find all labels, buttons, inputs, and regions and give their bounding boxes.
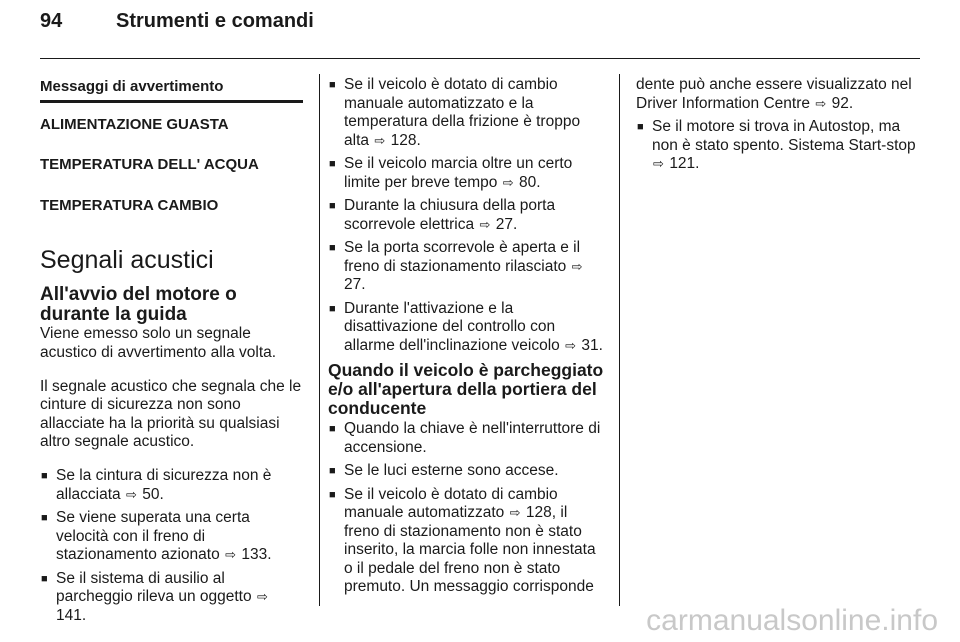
page-ref-arrow-icon xyxy=(373,132,386,151)
watermark: carmanualsonline.info xyxy=(646,604,938,637)
page-ref-arrow-icon xyxy=(256,588,269,607)
column-middle xyxy=(328,76,604,602)
page-ref: 80. xyxy=(518,173,541,191)
paragraph: Viene emesso solo un segnale acustico di avvertimento alla volta. xyxy=(40,325,277,361)
paragraph: Il segnale acustico che segnala che le cinture di sicurezza non sono allacciate ha la priorità su qualsiasi altro segnale acustico. xyxy=(40,377,302,450)
page-ref: 141. xyxy=(56,606,87,624)
column-divider xyxy=(319,74,320,606)
page-ref: 128 xyxy=(525,504,552,521)
page-ref: 27. xyxy=(495,215,518,233)
section-heading: Segnali acustici xyxy=(40,246,214,274)
page-ref: 133. xyxy=(241,546,272,563)
page-ref: 121. xyxy=(669,155,700,172)
bullet-list xyxy=(636,118,926,174)
subsection-heading: Quando il veicolo è parcheggiato e/o all'apertura della portiera del conducente xyxy=(328,360,604,418)
column-divider xyxy=(619,74,620,606)
page-ref: 31. xyxy=(581,336,603,354)
list-item: ■ Se viene superata una certa velocità con il freno di stazionamento azionato ⇨ 133. xyxy=(40,509,303,565)
list-item: ■ Durante la chiusura della porta scorrevole elettrica ⇨ 27. xyxy=(328,197,604,234)
column-right xyxy=(636,76,926,179)
page-ref-arrow-icon xyxy=(478,216,491,235)
page-ref-arrow-icon xyxy=(502,174,515,193)
page-ref: 92. xyxy=(831,94,854,112)
bullet-list xyxy=(40,467,303,625)
page-ref: 27. xyxy=(344,276,366,293)
page-ref-arrow-icon xyxy=(564,337,577,356)
page-ref-arrow-icon xyxy=(571,258,584,277)
list-item: ■ Se il veicolo è dotato di cambio manuale automatizzato ⇨ 128, il freno di stazionamento non è stato inserito, la marcia folle non innestata o il pedale del freno non è stato premuto. Un messaggio corrisponde xyxy=(328,486,604,597)
list-item: ■ Se le luci esterne sono accese. xyxy=(328,462,604,481)
list-item: ■ Se il veicolo è dotato di cambio manuale automatizzato e la temperatura della frizione è troppo alta ⇨ 128. xyxy=(328,76,604,150)
section-label: Messaggi di avvertimento xyxy=(40,78,303,103)
column-left xyxy=(40,78,303,630)
page-ref: 128. xyxy=(390,131,421,149)
bullet-list xyxy=(328,420,604,597)
page-header xyxy=(40,10,314,33)
page-ref: 50. xyxy=(142,485,164,503)
chapter-title: Strumenti e comandi xyxy=(116,10,314,32)
page-ref-arrow-icon xyxy=(509,504,522,523)
warning-message: TEMPERATURA CAMBIO xyxy=(40,196,219,214)
list-item: ■ Se il veicolo marcia oltre un certo limite per breve tempo ⇨ 80. xyxy=(328,155,604,192)
list-item: ■ Se il sistema di ausilio al parcheggio rileva un oggetto ⇨ 141. xyxy=(40,570,303,626)
list-item: ■ Se la porta scorrevole è aperta e il freno di stazionamento rilasciato ⇨ 27. xyxy=(328,239,604,295)
page-ref-arrow-icon xyxy=(652,155,665,174)
page-ref-arrow-icon xyxy=(814,95,827,114)
page-ref-arrow-icon xyxy=(224,546,237,565)
list-item: ■ Durante l'attivazione e la disattivazione del controllo con allarme dell'inclinazione veicolo ⇨ 31. xyxy=(328,300,604,356)
page-ref-arrow-icon xyxy=(125,486,138,505)
list-item: ■ Quando la chiave è nell'interruttore di accensione. xyxy=(328,420,604,457)
list-item: ■ Se la cintura di sicurezza non è allacciata ⇨ 50. xyxy=(40,467,303,504)
warning-message: TEMPERATURA DELL' ACQUA xyxy=(40,156,259,173)
paragraph: dente può anche essere visualizzato nel Driver Information Centre ⇨ 92. xyxy=(636,76,926,113)
subsection-heading: All'avvio del motore o durante la guida xyxy=(40,284,237,325)
bullet-list xyxy=(328,76,604,355)
header-divider xyxy=(40,58,920,59)
page-number: 94 xyxy=(40,10,63,32)
list-item: ■ Se il motore si trova in Autostop, ma non è stato spento. Sistema Start-stop ⇨ 121. xyxy=(636,118,926,174)
warning-message: ALIMENTAZIONE GUASTA xyxy=(40,115,229,133)
